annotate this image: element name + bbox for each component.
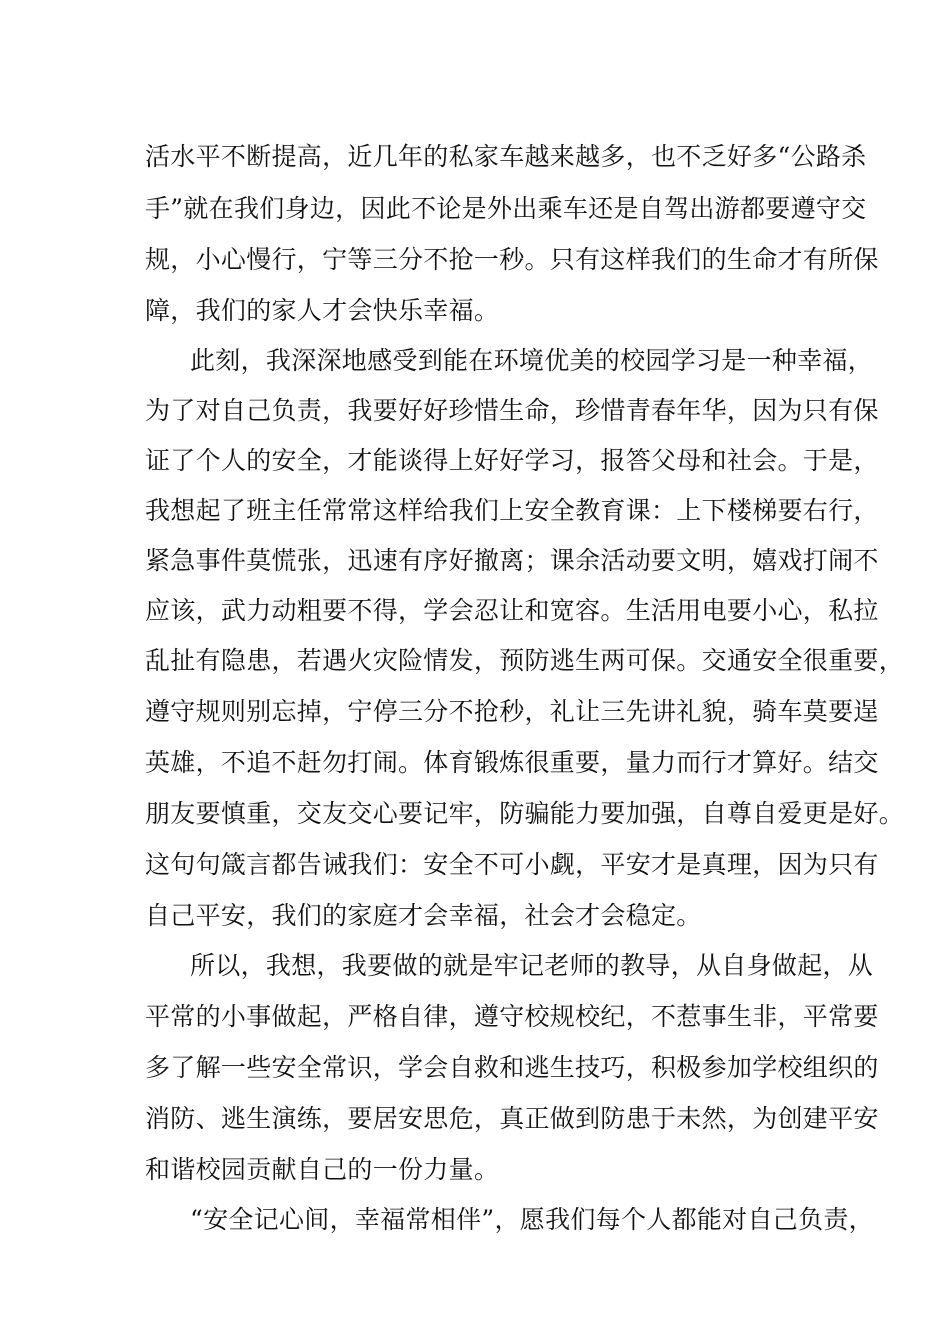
text-line: 平常的小事做起，严格自律，遵守校规校纪，不惹事生非，平常要 <box>145 1002 879 1031</box>
text-line: 规，小心慢行，宁等三分不抢一秒。只有这样我们的生命才有所保 <box>145 245 879 274</box>
text-line: 朋友要慎重，交友交心要记牢，防骗能力要加强，自尊自爱更是好。 <box>145 799 905 828</box>
text-line: 乱扯有隐患，若遇火灾险情发，预防逃生两可保。交通安全很重要， <box>145 646 905 675</box>
text-line: 为了对自己负责，我要好好珍惜生命，珍惜青春年华，因为只有保 <box>145 396 879 425</box>
paragraph-start-line: 所以，我想，我要做的就是牢记老师的教导，从自身做起，从 <box>190 951 874 980</box>
text-line: 证了个人的安全，才能谈得上好好学习，报答父母和社会。于是， <box>145 446 879 475</box>
text-line: 多了解一些安全常识，学会自救和逃生技巧，积极参加学校组织的 <box>145 1053 879 1082</box>
text-line: 紧急事件莫慌张，迅速有序好撤离；课余活动要文明，嬉戏打闹不 <box>145 546 879 575</box>
text-line: 活水平不断提高，近几年的私家车越来越多，也不乏好多“公路杀 <box>145 142 867 171</box>
paragraph-start-line: “安全记心间，幸福常相伴”，愿我们每个人都能对自己负责， <box>190 1205 874 1234</box>
text-line: 消防、逃生演练，要居安思危，真正做到防患于未然，为创建平安 <box>145 1104 879 1133</box>
text-line: 遵守规则别忘掉，宁停三分不抢秒，礼让三先讲礼貌，骑车莫要逞 <box>145 697 879 726</box>
text-line: 障，我们的家人才会快乐幸福。 <box>145 296 500 325</box>
paragraph-start-line: 此刻，我深深地感受到能在环境优美的校园学习是一种幸福， <box>190 346 874 375</box>
text-line: 手”就在我们身边，因此不论是外出乘车还是自驾出游都要遵守交 <box>145 194 867 223</box>
text-line: 和谐校园贡献自己的一份力量。 <box>145 1155 500 1184</box>
text-line: 我想起了班主任常常这样给我们上安全教育课：上下楼梯要右行， <box>145 496 879 525</box>
text-line: 应该，武力动粗要不得，学会忍让和宽容。生活用电要小心，私拉 <box>145 596 879 625</box>
text-line: 这句句箴言都告诫我们：安全不可小觑，平安才是真理，因为只有 <box>145 850 879 879</box>
text-line: 英雄，不追不赶勿打闹。体育锻炼很重要，量力而行才算好。结交 <box>145 748 879 777</box>
text-line: 自己平安，我们的家庭才会幸福，社会才会稳定。 <box>145 901 702 930</box>
